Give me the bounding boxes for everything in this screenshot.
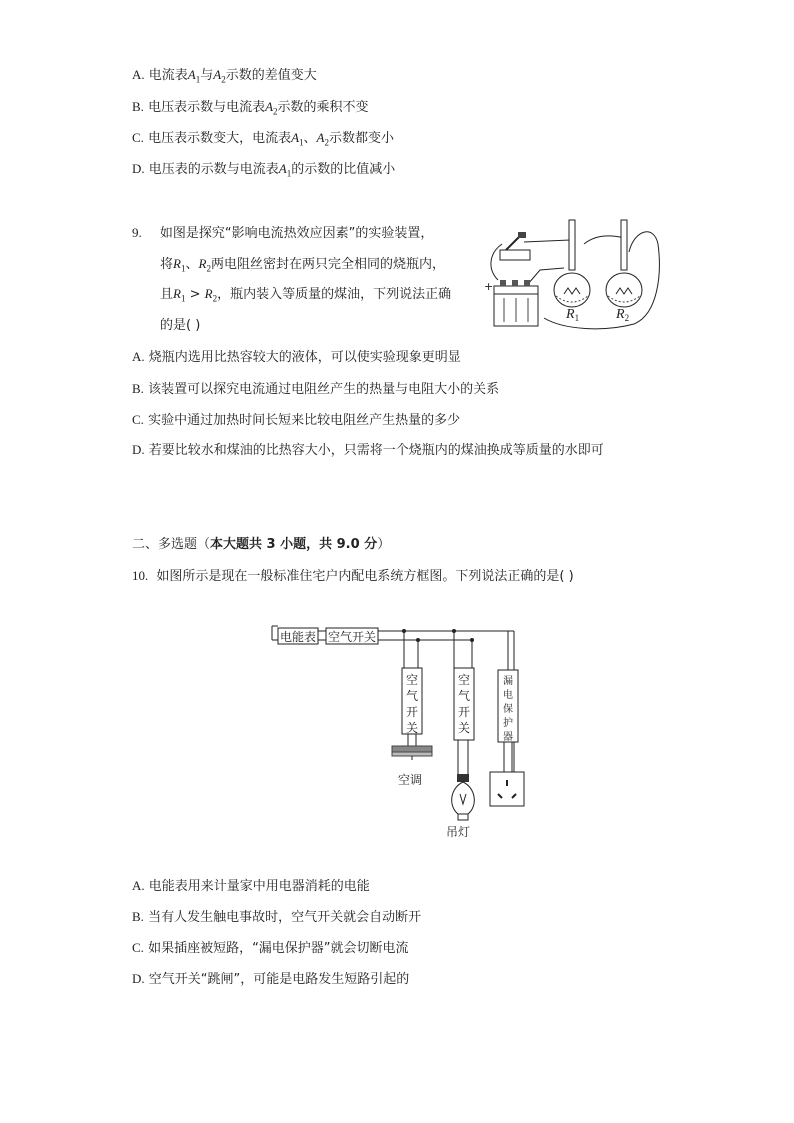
option-text: 电压表示数与电流表	[148, 100, 266, 115]
option-text: 的示数的比值减小	[291, 162, 396, 177]
option-text: 、	[303, 131, 317, 146]
meter-label: 电能表	[280, 630, 317, 644]
svg-text:漏: 漏	[503, 676, 513, 687]
stem-text: 如图所示是现在一般标准住宅户内配电系统方框图。下列说法正确的是( )	[156, 569, 574, 584]
q8-option-b	[132, 98, 369, 121]
battery-icon	[484, 280, 538, 326]
ammeter-symbol: $A_1$	[278, 161, 292, 179]
option-letter: B.	[132, 99, 144, 114]
resistor-r2-symbol: $R_2$	[204, 286, 218, 304]
q9-stem-line-2: 将$R_1$、$R_2$两电阻丝密封在两只完全相同的烧瓶内，	[160, 256, 445, 274]
svg-text:关: 关	[406, 721, 419, 735]
q9-option-c: C. 实验中通过加热时间长短来比较电阻丝产生热量的多少	[132, 412, 461, 428]
pendant-lamp-icon	[452, 774, 475, 820]
q8-option-d	[132, 160, 395, 183]
svg-text:器: 器	[503, 732, 513, 743]
ammeter-symbol: $A_1$	[187, 67, 201, 85]
main-switch-label: 空气开关	[328, 630, 377, 644]
option-text: 与	[200, 68, 214, 83]
q8-option-c	[132, 129, 394, 152]
q10-stem	[132, 567, 574, 586]
flask-r1-label: $R_1$	[566, 307, 580, 323]
q9-option-a: A. 烧瓶内选用比热容较大的液体，可以使实验现象更明显	[132, 349, 461, 365]
distribution-system-diagram	[268, 618, 528, 846]
ammeter-symbol: $A_2$	[213, 67, 226, 85]
air-conditioner-icon	[392, 746, 432, 760]
q9-stem-line-3: 且$R_1 > R_2$，瓶内装入等质量的煤油，下列说法正确	[160, 286, 452, 304]
question-number: 10.	[132, 568, 149, 583]
wire	[491, 244, 502, 280]
svg-text:气: 气	[458, 689, 471, 703]
option-letter: A.	[132, 67, 145, 82]
air-conditioner-label: 空调	[398, 773, 423, 787]
q8-option-a	[132, 66, 317, 89]
svg-text:电: 电	[503, 690, 513, 701]
resistor-r1-symbol: $R_1$	[173, 286, 186, 304]
svg-text:开: 开	[406, 705, 419, 719]
resistor-r1-symbol: $R_1$	[173, 256, 186, 274]
svg-text:气: 气	[406, 689, 419, 703]
flask-r2-label: $R_2$	[616, 307, 630, 323]
ammeter-symbol: $A_2$	[316, 130, 329, 148]
battery-plus-label: +	[484, 280, 494, 293]
ammeter-symbol: $A_2$	[265, 99, 278, 117]
power-socket-icon	[490, 772, 524, 806]
q9-stem-line-4: 的是( )	[160, 318, 201, 333]
flask-r2-icon	[606, 220, 642, 307]
q9-option-b: B. 该装置可以探究电流通过电阻丝产生的热量与电阻大小的关系	[132, 381, 500, 397]
svg-text:开: 开	[458, 705, 471, 719]
q9-option-d: D. 若要比较水和煤油的比热容大小，只需将一个烧瓶内的煤油换成等质量的水即可	[132, 442, 604, 458]
q10-option-c: C. 如果插座被短路，“漏电保护器”就会切断电流	[132, 940, 409, 956]
heating-experiment-figure	[484, 214, 664, 332]
svg-text:空: 空	[406, 673, 419, 687]
pendant-lamp-label: 吊灯	[446, 825, 471, 839]
leakage-protector-label	[503, 675, 513, 743]
knife-switch-icon	[500, 232, 530, 260]
option-letter: C.	[132, 130, 144, 145]
q10-option-d: D. 空气开关“跳闸”，可能是电路发生短路引起的	[132, 971, 410, 987]
question-number: 9.	[132, 225, 142, 240]
svg-text:护: 护	[503, 718, 513, 729]
option-text: 示数都变小	[329, 131, 395, 146]
stem-text: 如图是探究“影响电流热效应因素”的实验装置，	[159, 226, 434, 241]
option-text: 电压表示数变大，电流表	[148, 131, 292, 146]
svg-text:保: 保	[503, 704, 513, 715]
q9-stem-line-1	[132, 224, 433, 243]
section-heading-multiple-choice: 二、多选题（本大题共 3 小题，共 9.0 分）	[132, 537, 391, 552]
option-text: 电压表的示数与电流表	[148, 162, 279, 177]
wire	[584, 236, 626, 254]
option-text: 电流表	[148, 68, 188, 83]
svg-text:关: 关	[458, 721, 471, 735]
wire	[524, 240, 574, 250]
option-text: 示数的差值变大	[225, 68, 317, 83]
resistor-r2-symbol: $R_2$	[198, 256, 211, 274]
option-text: 示数的乘积不变	[277, 100, 369, 115]
svg-text:空: 空	[458, 673, 471, 687]
flask-r1-icon	[554, 220, 590, 307]
ammeter-symbol: $A_1$	[291, 130, 304, 148]
q10-option-a: A. 电能表用来计量家中用电器消耗的电能	[132, 878, 370, 894]
q10-option-b: B. 当有人发生触电事故时，空气开关就会自动断开	[132, 909, 422, 925]
option-letter: D.	[132, 161, 145, 176]
